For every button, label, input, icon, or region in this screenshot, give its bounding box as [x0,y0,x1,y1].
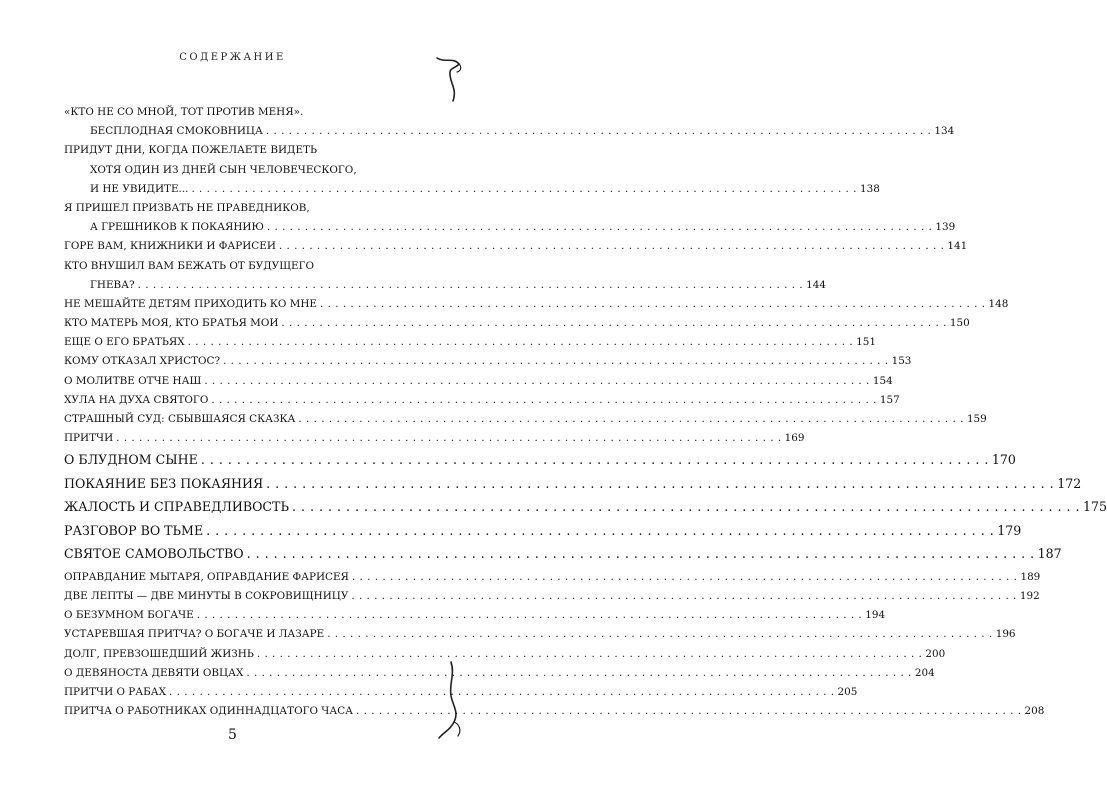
toc-section-entry [64,141,404,160]
dot-leader [266,472,1054,496]
dot-leader [169,683,835,702]
toc-page-number: 172 [1057,475,1082,491]
toc-entry-title: ДВЕ ЛЕПТЫ — ДВЕ МИНУТЫ В СОКРОВИЩНИЦУ [64,590,349,603]
toc-section-entry [64,237,968,256]
toc-section-entry [64,410,987,429]
dot-leader [320,295,986,314]
toc-section-entry [64,391,900,410]
toc-entry-title: О БЕЗУМНОМ БОГАЧЕ [64,609,194,622]
dot-leader [351,587,1017,606]
toc-entry-title: А ГРЕШНИКОВ К ПОКАЯНИЮ [90,221,264,234]
toc-entry-title: КТО ВНУШИЛ ВАМ БЕЖАТЬ ОТ БУДУЩЕГО [64,259,315,272]
toc-section-entry [64,702,1045,721]
toc-entry-title: СВЯТОЕ САМОВОЛЬСТВО [64,546,244,562]
toc-section-entry [64,161,404,180]
toc-section-entry [64,625,1016,644]
dot-leader [281,314,947,333]
dot-leader [327,625,993,644]
toc-page-number: 194 [865,609,886,622]
toc-page-number: 175 [1083,499,1107,515]
toc-chapter-entry [64,519,1022,543]
toc-entry-title: ПРИТЧИ О РАБАХ [64,686,167,698]
dot-leader [138,276,804,295]
toc-section-entry [64,199,404,218]
dot-leader [266,122,932,141]
dot-leader [197,606,863,625]
toc-section-entry [64,103,404,122]
toc-section-entry [64,372,893,391]
toc-chapter-entry [64,495,1107,519]
dot-leader [292,495,1080,519]
toc-entry-title: ЖАЛОСТЬ И СПРАВЕДЛИВОСТЬ [64,499,289,515]
dot-leader [356,702,1022,721]
toc-page-number: 192 [1019,590,1040,603]
toc-page-number: 205 [837,686,858,698]
toc-section-entry [64,180,880,199]
dot-leader [191,180,857,199]
dot-leader [116,429,782,448]
dot-leader [188,333,854,352]
toc-section-entry [64,587,1040,606]
toc-chapter-entry [64,472,1082,496]
toc-entry-title: ГОРЕ ВАМ, КНИЖНИКИ И ФАРИСЕИ [64,240,276,253]
toc-section-entry [64,333,877,352]
toc-entry-title: НЕ МЕШАЙТЕ ДЕТЯМ ПРИХОДИТЬ КО МНЕ [64,297,317,310]
toc-entry-title: О МОЛИТВЕ ОТЧЕ НАШ [64,374,202,387]
dot-leader [352,568,1018,587]
toc-entry-title: Я ПРИШЕЛ ПРИЗВАТЬ НЕ ПРАВЕДНИКОВ, [64,201,310,214]
toc-page-number: 170 [991,452,1016,468]
dot-leader [267,218,933,237]
toc-page-number: 196 [995,628,1016,641]
toc-section-entry [64,218,956,237]
toc-entry-title: ПРИТЧА О РАБОТНИКАХ ОДИННАДЦАТОГО ЧАСА [64,705,354,718]
dot-leader [257,645,923,664]
page-number: 5 [228,727,237,743]
toc-page-number: 208 [1024,705,1045,718]
dot-leader [247,542,1035,566]
toc-entry-title: О БЛУДНОМ СЫНЕ [64,452,198,468]
toc-page-number: 134 [934,125,955,138]
toc-page-number: 148 [988,297,1009,310]
corner-ornament-icon [435,55,465,103]
toc-entry-title: БЕСПЛОДНАЯ СМОКОВНИЦА [90,125,263,138]
toc-entry-title: ПРИТЧИ [64,432,114,445]
toc-page-number: 153 [891,355,912,368]
toc-page-number: 141 [947,240,968,253]
toc-entry-title: РАЗГОВОР ВО ТЬМЕ [64,522,204,538]
toc-section-entry [64,429,805,448]
toc-entry-title: ХУЛА НА ДУХА СВЯТОГО [64,393,209,406]
running-head: СОДЕРЖАНИЕ [179,52,286,63]
toc-entry-title: СТРАШНЫЙ СУД: СБЫВШАЯСЯ СКАЗКА [64,413,296,425]
toc-entry-title: ОПРАВДАНИЕ МЫТАРЯ, ОПРАВДАНИЕ ФАРИСЕЯ [64,570,349,583]
toc-page-number: 179 [997,522,1022,538]
toc-section-entry [64,568,1041,587]
toc-page-number: 157 [879,393,900,406]
toc-page-number: 139 [935,221,956,234]
toc-section-entry [64,314,970,333]
dot-leader [279,237,945,256]
toc-page-number: 169 [784,432,805,445]
toc-entry-title: ПОКАЯНИЕ БЕЗ ПОКАЯНИЯ [64,475,264,491]
toc-section-entry [64,645,946,664]
toc-page-number: 144 [806,278,826,291]
toc-entry-title: ПРИДУТ ДНИ, КОГДА ПОЖЕЛАЕТЕ ВИДЕТЬ [64,144,317,157]
toc-entry-title: «КТО НЕ СО МНОЙ, ТОТ ПРОТИВ МЕНЯ». [64,106,304,118]
dot-leader [211,391,877,410]
toc-entry-title: ДОЛГ, ПРЕВЗОШЕДШИЙ ЖИЗНЬ [64,647,254,660]
toc-page-number: 187 [1037,546,1062,562]
toc-page-number: 150 [949,317,970,330]
toc-entry-title: УСТАРЕВШАЯ ПРИТЧА? О БОГАЧЕ И ЛАЗАРЕ [64,628,325,641]
toc-chapter-entry [64,448,1016,472]
toc-section-entry [64,352,912,371]
dot-leader [201,448,989,472]
toc-section-entry [64,276,826,295]
table-of-contents [64,103,1107,721]
toc-section-entry [64,683,858,702]
toc-page-number: 204 [914,666,935,679]
toc-page-number: 159 [966,413,987,425]
dot-leader [246,664,912,683]
toc-section-entry [64,257,404,276]
toc-entry-title: ГНЕВА? [90,278,135,291]
toc-section-entry [64,606,886,625]
toc-chapter-entry [64,542,1062,566]
toc-section-entry [64,664,935,683]
toc-page-number: 151 [856,336,877,349]
toc-page-number: 189 [1020,570,1041,583]
toc-page-number: 154 [872,374,893,387]
toc-page-number: 138 [859,182,880,195]
toc-section-entry [64,122,955,141]
dot-leader [298,410,964,429]
dot-leader [204,372,870,391]
toc-page-number: 200 [925,647,946,660]
dot-leader [206,519,994,543]
toc-entry-title: ХОТЯ ОДИН ИЗ ДНЕЙ СЫН ЧЕЛОВЕЧЕСКОГО, [90,163,357,176]
toc-entry-title: КОМУ ОТКАЗАЛ ХРИСТОС? [64,355,221,368]
toc-entry-title: О ДЕВЯНОСТА ДЕВЯТИ ОВЦАХ [64,666,244,679]
dot-leader [223,352,889,371]
toc-entry-title: КТО МАТЕРЬ МОЯ, КТО БРАТЬЯ МОИ [64,317,279,330]
toc-entry-title: И НЕ УВИДИТЕ... [90,182,189,195]
toc-entry-title: ЕЩЕ О ЕГО БРАТЬЯХ [64,336,185,349]
toc-section-entry [64,295,1009,314]
